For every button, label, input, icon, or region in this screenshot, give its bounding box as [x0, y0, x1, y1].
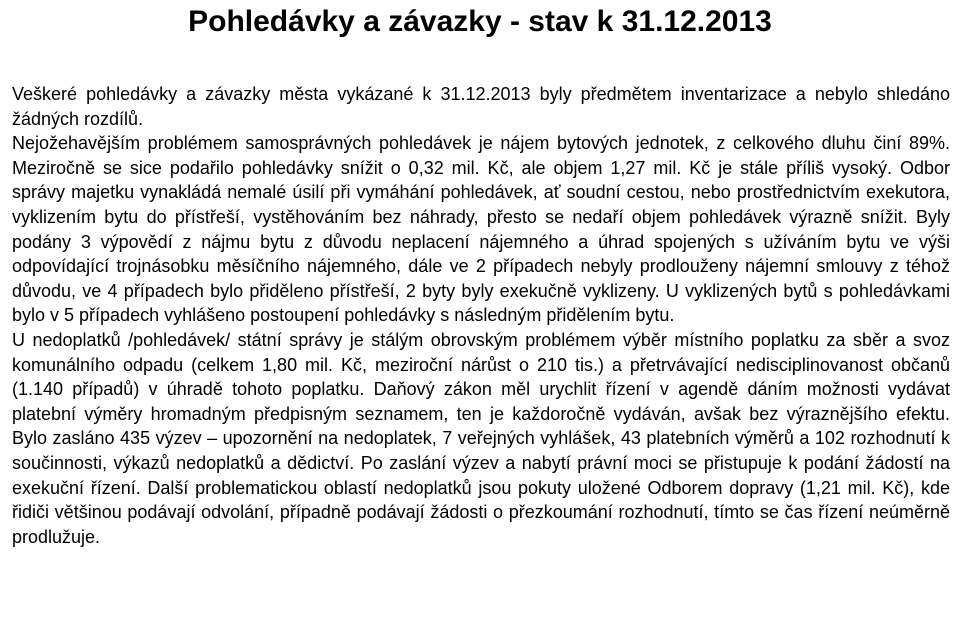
page-title: Pohledávky a závazky - stav k 31.12.2013 — [188, 5, 772, 38]
document-body — [12, 82, 950, 549]
paragraph-inventory: Veškeré pohledávky a závazky města vykázané k 31.12.2013 byly předmětem inventarizace a nebylo shledáno žádných rozdílů. — [12, 84, 950, 129]
paragraph-state-administration-arrears: U nedoplatků /pohledávek/ státní správy je stálým obrovským problémem výběr místního poplatku za sběr a svoz komunálního odpadu (celkem 1,80 mil. Kč, meziroční nárůst o 210 tis.) a přetrvávající nedisciplinovanost občanů (1.140 případů) v úhradě tohoto poplatku. Daňový zákon měl urychlit řízení v agendě dáním možnosti vydávat platební výměry hromadným předpisným seznamem, ten je každoročně vydáván, avšak bez výraznějšího efektu. Bylo zasláno 435 výzev – upozornění na nedoplatek, 7 veřejných vyhlášek, 43 platebních výměrů a 102 rozhodnutí k součinnosti, výkazů nedoplatků a dědictví. Po zaslání výzev a nabytí právní moci se přistupuje k podání žádostí na exekuční řízení. Další problematickou oblastí nedoplatků jsou pokuty uložené Odborem dopravy (1,21 mil. Kč), kde řidiči většinou podávají odvolání, případně podávají žádosti o přezkoumání rozhodnutí, tímto se čas řízení neúměrně prodlužuje. — [12, 329, 950, 547]
paragraph-housing-receivables: Nejožehavějším problémem samosprávných pohledávek je nájem bytových jednotek, z celkového dluhu činí 89%. Meziročně se sice podařilo pohledávky snížit o 0,32 mil. Kč, ale objem 1,27 mil. Kč je stále příliš vysoký. Odbor správy majetku vynakládá nemalé úsilí při vymáhání pohledávek, ať soudní cestou, nebo prostřednictvím exekutora, vyklizením bytu do přístřeší, vystěhováním bez náhrady, přesto se nedaří objem pohledávek výrazně snížit. Byly podány 3 výpovědí z nájmu bytu z důvodu neplacení nájemného a úhrad spojených s užíváním bytu ve výši odpovídající trojnásobku měsíčního nájemného, dále ve 2 případech nebyly prodlouženy nájemní smlouvy z téhož důvodu, ve 4 případech bylo přiděleno přístřeší, 2 byty byly exekučně vyklizeny. U vyklizených bytů s pohledávkami bylo v 5 případech vyhlášeno postoupení pohledávky s následným přidělením bytu. — [12, 133, 950, 326]
